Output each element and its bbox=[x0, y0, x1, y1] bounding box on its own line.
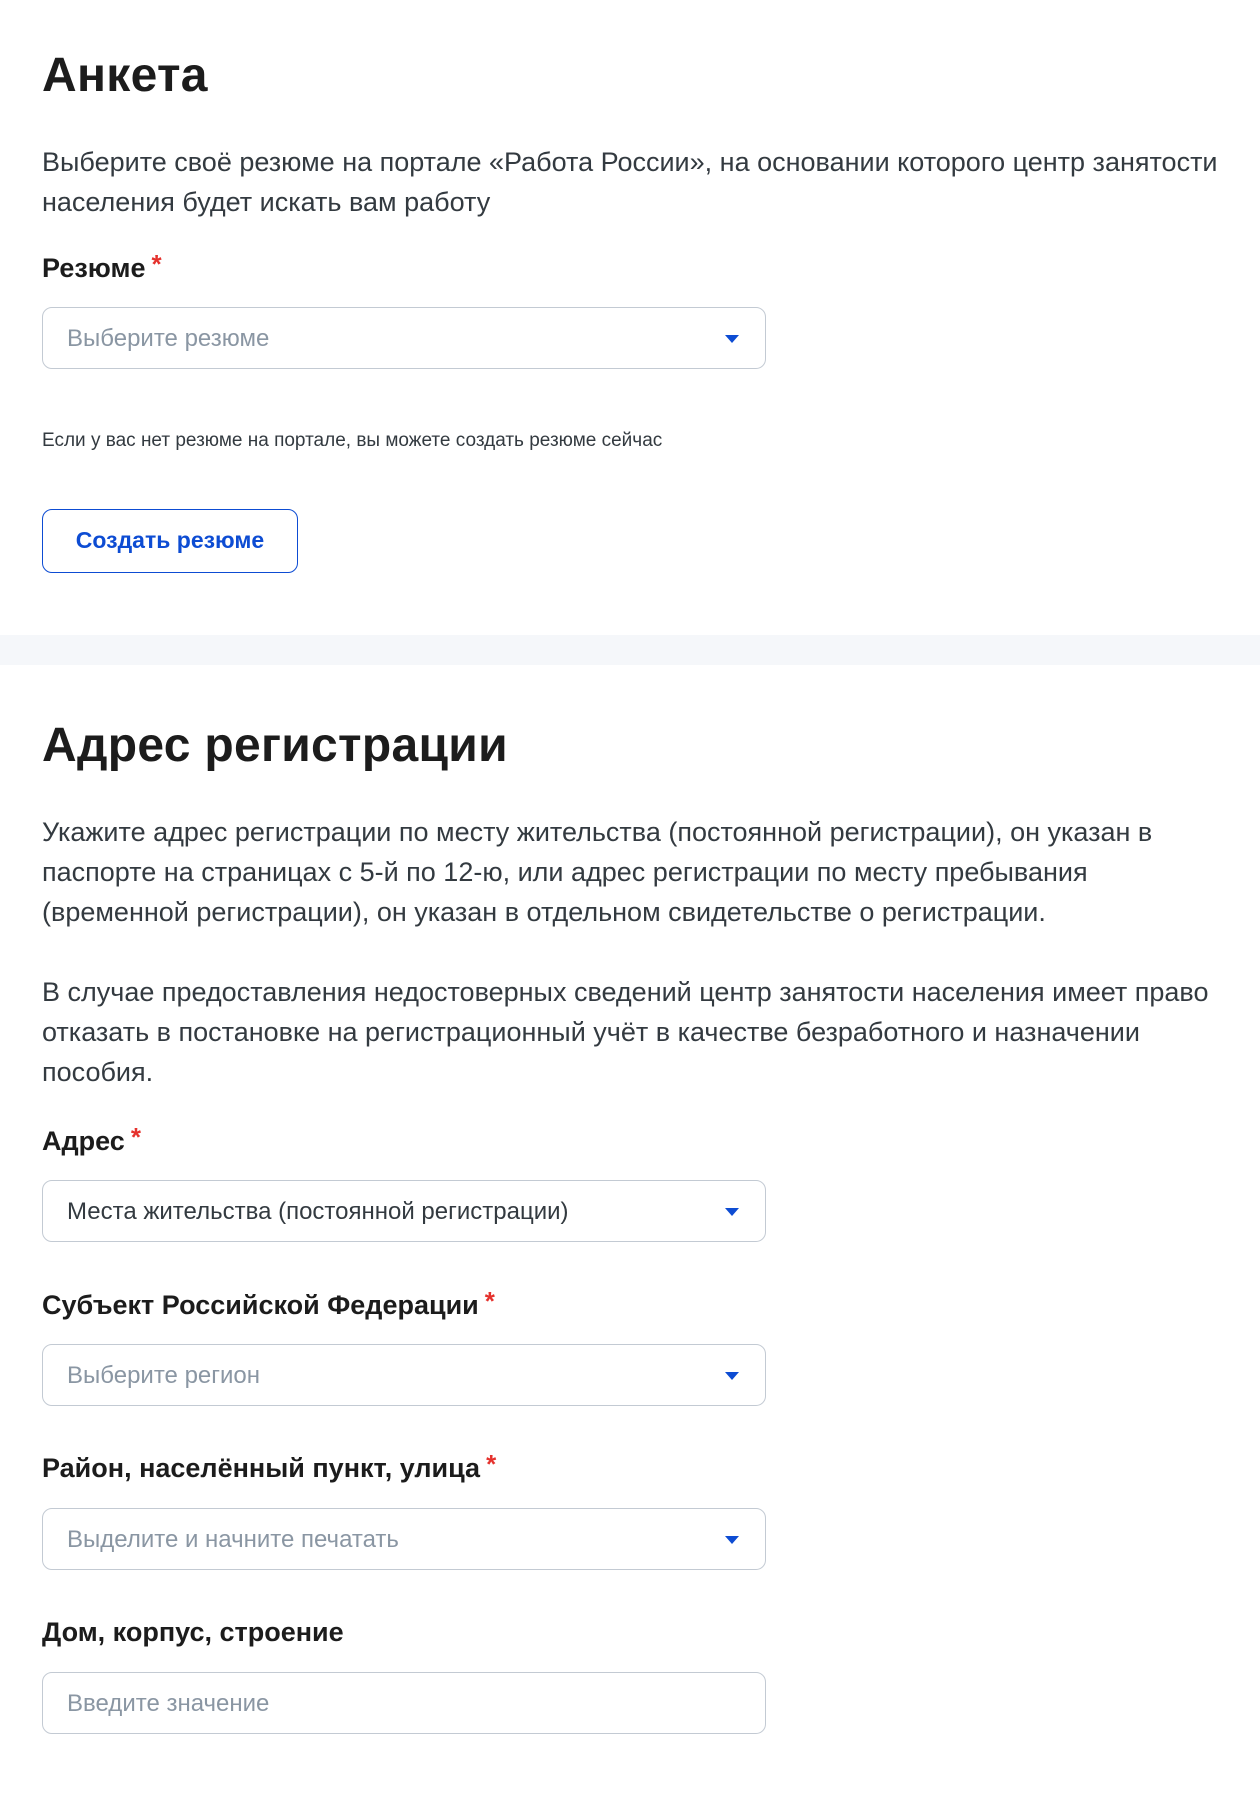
required-mark: * bbox=[486, 1449, 497, 1479]
chevron-down-icon bbox=[725, 335, 739, 343]
address-type-select[interactable] bbox=[42, 1180, 766, 1242]
create-resume-button[interactable]: Создать резюме bbox=[42, 509, 298, 573]
street-label-text: Район, населённый пункт, улица bbox=[42, 1453, 481, 1483]
chevron-down-icon bbox=[725, 1372, 739, 1380]
section-divider bbox=[0, 635, 1260, 665]
house-label: Дом, корпус, строение bbox=[42, 1617, 344, 1647]
resume-select-placeholder: Выберите резюме bbox=[67, 325, 270, 352]
required-mark: * bbox=[130, 1122, 141, 1152]
questionnaire-title: Анкета bbox=[42, 49, 208, 102]
required-mark: * bbox=[484, 1286, 495, 1316]
region-label-text: Субъект Российской Федерации bbox=[42, 1290, 479, 1320]
questionnaire-description: Выберите своё резюме на портале «Работа России», на основании которого центр занятости населения будет искать вам работу bbox=[42, 147, 1218, 217]
questionnaire-section bbox=[0, 0, 1260, 635]
resume-label-text: Резюме bbox=[42, 253, 146, 283]
region-select[interactable] bbox=[42, 1344, 766, 1406]
chevron-down-icon bbox=[725, 1536, 739, 1544]
region-select-placeholder: Выберите регион bbox=[67, 1362, 261, 1389]
registration-title: Адрес регистрации bbox=[42, 719, 508, 772]
registration-description-2: В случае предоставления недостоверных сведений центр занятости населения имеет право отказать в постановке на регистрационный учёт в качестве безработного и назначении пособия. bbox=[42, 977, 1209, 1087]
resume-hint: Если у вас нет резюме на портале, вы можете создать резюме сейчас bbox=[42, 430, 663, 451]
street-label bbox=[42, 1449, 497, 1484]
region-label bbox=[42, 1286, 495, 1321]
resume-label bbox=[42, 249, 162, 284]
address-label-text: Адрес bbox=[42, 1126, 125, 1156]
address-type-value: Места жительства (постоянной регистрации) bbox=[67, 1198, 569, 1225]
registration-description-1: Укажите адрес регистрации по месту жительства (постоянной регистрации), он указан в паспорте на страницах с 5-й по 12-ю, или адрес регистрации по месту пребывания (временной регистрации), он указан в отдельном свидетельстве о регистрации. bbox=[42, 817, 1153, 927]
resume-select[interactable] bbox=[42, 307, 766, 369]
address-label bbox=[42, 1122, 141, 1157]
street-select-placeholder: Выделите и начните печатать bbox=[67, 1526, 399, 1553]
required-mark: * bbox=[151, 249, 162, 279]
chevron-down-icon bbox=[725, 1208, 739, 1216]
house-input-placeholder: Введите значение bbox=[67, 1690, 270, 1717]
registration-section bbox=[0, 665, 1260, 1807]
house-input[interactable] bbox=[42, 1672, 766, 1734]
street-select[interactable] bbox=[42, 1508, 766, 1570]
